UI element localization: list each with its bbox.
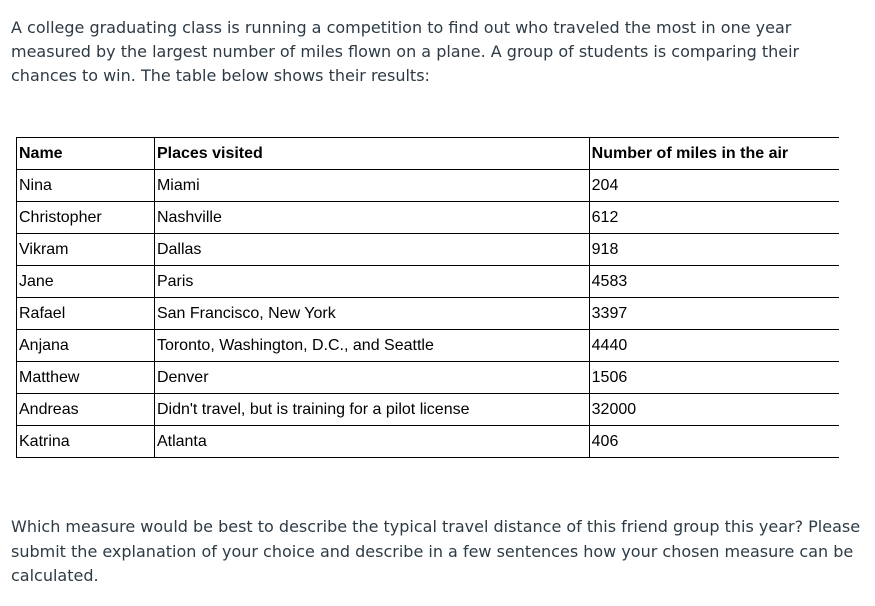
cell-places: Dallas [154, 234, 589, 266]
table-row [17, 362, 840, 394]
cell-places: San Francisco, New York [154, 298, 589, 330]
intro-paragraph: A college graduating class is running a competition to find out who traveled the most in one year measured by the largest number of miles flown on a plane. A group of students is comparing their chances to win. The table below shows their results: [11, 18, 800, 85]
cell-name: Vikram [17, 234, 155, 266]
table-row [17, 426, 840, 458]
cell-miles: 32000 [589, 394, 839, 426]
cell-miles: 612 [589, 202, 839, 234]
table-row [17, 394, 840, 426]
header-name: Name [17, 138, 155, 170]
cell-miles: 204 [589, 170, 839, 202]
cell-name: Rafael [17, 298, 155, 330]
cell-name: Christopher [17, 202, 155, 234]
question-paragraph: Which measure would be best to describe the typical travel distance of this friend group this year? Please submit the explanation of your choice and describe in a few sentences how your chosen measure can be calculated. [11, 517, 861, 585]
cell-miles: 4583 [589, 266, 839, 298]
cell-miles: 4440 [589, 330, 839, 362]
cell-places: Miami [154, 170, 589, 202]
table-row [17, 202, 840, 234]
table-row [17, 234, 840, 266]
cell-name: Katrina [17, 426, 155, 458]
cell-miles: 3397 [589, 298, 839, 330]
cell-places: Atlanta [154, 426, 589, 458]
cell-name: Anjana [17, 330, 155, 362]
header-places-visited: Places visited [154, 138, 589, 170]
table-row [17, 330, 840, 362]
cell-miles: 406 [589, 426, 839, 458]
table-row [17, 266, 840, 298]
cell-miles: 1506 [589, 362, 839, 394]
cell-miles: 918 [589, 234, 839, 266]
travel-results-table [16, 137, 839, 458]
cell-name: Andreas [17, 394, 155, 426]
cell-name: Jane [17, 266, 155, 298]
header-miles-in-air: Number of miles in the air [589, 138, 839, 170]
table-row [17, 298, 840, 330]
table-header-row [17, 138, 840, 170]
cell-places: Paris [154, 266, 589, 298]
table-row [17, 170, 840, 202]
cell-places: Denver [154, 362, 589, 394]
cell-places: Didn't travel, but is training for a pilot license [154, 394, 589, 426]
cell-places: Toronto, Washington, D.C., and Seattle [154, 330, 589, 362]
cell-name: Matthew [17, 362, 155, 394]
cell-places: Nashville [154, 202, 589, 234]
cell-name: Nina [17, 170, 155, 202]
